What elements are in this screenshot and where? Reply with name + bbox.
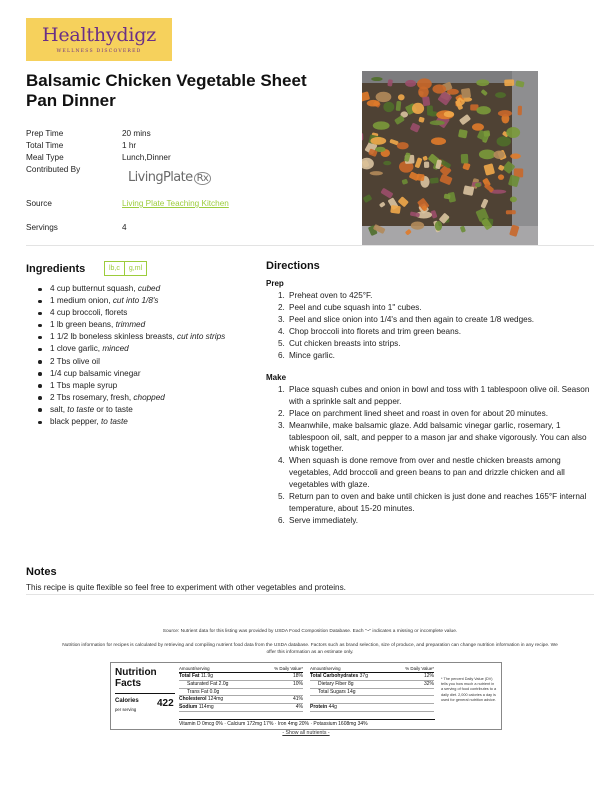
nutrient-dv: 12% [423,673,434,679]
ingredient-text: 2 Tbs rosemary, fresh, [50,392,134,402]
meta-prep-time [26,129,151,138]
ingredient-item [38,319,258,331]
ingredient-item [38,295,258,307]
daily-value-footnote: * The percent Daily Value (DV) tells you how much a nutrient in a serving of food contributes to a daily diet. 2,000 calories a day is used for general nutrition advice. [441,677,497,702]
calories-value: 422 [157,698,174,709]
direction-step [278,491,590,515]
ingredient-text: 1 medium onion, [50,296,113,306]
vegetable-piece [506,210,516,214]
source-link[interactable]: Living Plate Teaching Kitchen [122,199,229,208]
direction-step [278,326,590,338]
vegetable-piece [444,111,454,117]
vegetable-piece [412,103,424,114]
nutrient-row [179,673,303,681]
vegetable-piece [498,110,512,116]
meta-label: Contributed By [26,165,81,174]
ingredient-text: 1 1/2 lb boneless skinless breasts, [50,332,177,342]
unit-option-metric[interactable]: g,ml [124,262,146,275]
vegetable-piece [424,162,429,168]
nutrient-column-right [310,666,434,712]
daily-value-header: % Daily Value* [274,666,303,671]
ingredient-item [38,380,258,392]
vegetable-piece [461,88,471,99]
nutrient-row [310,689,434,697]
step-number: 5. [278,491,285,501]
vegetable-piece [431,137,446,145]
ingredients-heading: Ingredients [26,263,86,275]
per-serving-label: per serving [115,707,137,712]
vegetable-piece [476,79,489,86]
direction-step [278,302,590,314]
ingredient-text: 1/4 cup balsamic vinegar [50,368,141,378]
unit-option-imperial[interactable]: lb,c [109,265,120,272]
step-number: 6. [278,515,285,525]
direction-step [278,384,590,408]
nutrient-label: Saturated Fat 2.0g [187,680,229,687]
step-number: 4. [278,326,285,336]
vegetable-piece [383,102,394,112]
direction-step [278,290,590,302]
nutrient-label: Total Sugars 14g [318,688,356,695]
vegetable-piece [510,197,517,203]
contributor-logo-text: LivingPlate [128,170,193,185]
vegetable-piece [497,136,511,146]
vegetable-piece [416,174,424,182]
nutrient-dv: 32% [423,680,434,687]
directions-heading: Directions [266,260,320,272]
step-number: 2. [278,408,285,418]
vegetable-piece [430,120,445,125]
ingredient-item [38,343,258,355]
meta-meal-type [26,153,171,162]
minerals-line: Vitamin D 0mcg 0% · Calcium 172mg 17% · Iron 4mg 20% · Potassium 1608mg 34% [179,719,435,727]
ingredient-text: 4 cup broccoli, florets [50,308,128,318]
ingredient-item [38,356,258,368]
nutrient-row [179,681,303,689]
amount-header: Amount/serving [179,666,210,671]
nutrient-dv: 10% [292,680,303,687]
ingredient-note: to taste [100,417,128,427]
vegetable-piece [371,77,383,81]
recipe-photo-image [362,71,538,246]
vegetable-piece [405,80,416,87]
direction-step [278,314,590,326]
ingredient-note: minced [102,344,129,354]
step-number: 1. [278,385,285,394]
nutrient-label: Trans Fat 0.0g [187,688,220,695]
ingredient-text: 2 Tbs olive oil [50,356,100,366]
recipe-title: Balsamic Chicken Vegetable Sheet Pan Dinner [26,71,307,110]
recipe-photo [362,71,538,246]
data-source-note: Source: Nutrient data for this listing was provided by USDA Food Composition Database. Each "~" indicates a missing or incomplete value. [162,629,458,634]
vegetable-piece [376,92,392,102]
meta-label: Total Time [26,141,64,150]
ingredient-note: to taste [67,404,95,414]
vegetable-piece [411,221,424,229]
rx-icon: Rx [194,172,212,185]
step-text: Chop broccoli into florets and trim green beans. [289,326,462,336]
vegetable-piece [367,100,380,107]
site-logo[interactable] [26,18,172,61]
vegetable-piece [494,150,505,159]
vegetable-piece [479,149,496,159]
nutrient-row [310,673,434,681]
nutrient-label: Cholesterol 124mg [179,696,224,703]
ingredient-item [38,404,258,416]
ingredient-text: salt, [50,404,68,414]
step-text: Place on parchment lined sheet and roast in oven for about 20 minutes. [289,408,548,418]
nutrient-dv: 41% [292,696,303,703]
nutrient-row [179,704,303,712]
notes-text: This recipe is quite flexible so feel free to experiment with other vegetables and proteins. [26,583,346,592]
divider [26,594,594,595]
vegetable-piece [495,92,506,98]
vegetable-piece [461,154,469,164]
meta-label: Meal Type [26,153,64,162]
ingredient-note: chopped [133,392,165,402]
step-text: Meanwhile, make balsamic glaze. Add balsamic vinegar garlic, rosemary, 1 tablespoon oil, salt, and pepper to a mason jar and shake vigorously. You can also whisk together. [289,420,587,454]
meta-contributed-by [26,165,80,174]
meta-label: Servings [26,223,58,232]
divider [26,245,594,246]
vegetable-piece [472,123,484,131]
ingredient-note: cubed [137,284,161,293]
ingredient-note: trimmed [115,320,146,330]
direction-step [278,408,590,420]
meta-label: Prep Time [26,129,64,138]
vegetable-piece [504,79,514,86]
daily-value-header: % Daily Value* [405,666,434,671]
nutrient-column-left [179,666,303,712]
direction-step [278,338,590,350]
step-number: 3. [278,314,285,324]
step-text: Return pan to oven and bake until chicken is just done and reaches 165°F internal temperature, about 15-20 minutes. [289,491,587,513]
vegetable-piece [458,129,468,138]
ingredient-item [38,283,258,295]
ingredient-list [38,283,258,428]
nutrient-header [310,666,434,673]
meta-servings [26,223,127,232]
direction-step [278,455,590,490]
prep-steps [278,290,590,362]
meta-value: 20 mins [122,129,151,138]
vegetable-piece [362,133,363,141]
ingredient-item [38,392,258,404]
unit-toggle[interactable] [104,261,147,276]
step-number: 2. [278,302,285,312]
notes-heading: Notes [26,566,57,578]
nutrient-row [310,696,434,704]
vegetable-piece [510,153,521,158]
ingredient-text: 1 lb green beans, [50,320,116,330]
direction-step [278,420,590,455]
step-text: When squash is done remove from over and nestle chicken breasts among vegetables, Add broccoli and green beans to pan and drizzle chicken and all vegetables with glaze. [289,456,565,489]
ingredient-text: 1 clove garlic, [50,344,103,354]
nutrient-row [310,681,434,689]
vegetable-piece [435,221,442,231]
calories-label: Calories [115,698,139,704]
step-text: Peel and cube squash into 1" cubes. [289,302,422,312]
nutrient-dv: 4% [295,704,303,711]
amount-header: Amount/serving [310,666,341,671]
step-number: 6. [278,350,285,360]
vegetable-piece [432,84,446,93]
step-text: Place squash cubes and onion in bowl and toss with 1 tablespoon olive oil. Season with a sprinkle salt and pepper. [289,385,590,406]
nutrient-label [310,696,311,703]
nutrient-row [179,689,303,697]
prep-heading: Prep [266,279,284,288]
logo-tagline: WELLNESS DISCOVERED [56,49,142,54]
meta-label: Source [26,199,52,208]
nutrition-disclaimer: Nutrition information for recipes is calculated by retrieving and compiling nutrient food data from the USDA database. Factors such as brand selection, size of produce, and preparation can change nutrition information in any recipe. We offer this information as an estimate only. [62,643,558,655]
ingredient-tail: or to taste [94,404,133,414]
contributor-logo[interactable] [128,170,211,185]
vegetable-piece [518,106,522,116]
nutrient-row [310,704,434,712]
nutrition-title: Nutrition Facts [115,667,157,689]
ingredient-text: 4 cup butternut squash, [50,284,138,293]
nutrient-label: Sodium 114mg [179,704,214,711]
step-number: 3. [278,420,285,430]
nutrient-label: Total Fat 11.9g [179,673,213,679]
vegetable-piece [397,142,409,149]
step-text: Serve immediately. [289,515,359,525]
vegetable-piece [418,86,429,97]
ingredient-text: 1 Tbs maple syrup [50,380,118,390]
vegetable-piece [475,182,481,187]
vegetable-piece [375,147,386,152]
make-heading: Make [266,373,287,382]
vegetable-piece [383,161,391,165]
nutrient-label: Total Carbohydrates 37g [310,673,368,679]
vegetable-piece [370,171,383,175]
step-text: Preheat oven to 425°F. [289,291,373,300]
ingredient-note: cut into strips [176,332,226,342]
vegetable-piece [398,94,405,100]
ingredient-item [38,368,258,380]
vegetable-piece [430,177,439,183]
meta-value: 4 [122,223,127,232]
step-number: 4. [278,456,285,466]
ingredient-item [38,331,258,343]
nutrient-header [179,666,303,673]
nutrition-facts [110,662,502,730]
step-text: Peel and slice onion into 1/4's and then again to create 1/8 wedges. [289,314,535,324]
nutrient-label: Dietary Fiber 8g [318,680,354,687]
logo-name: Healthydigz [41,24,157,46]
direction-step [278,515,590,527]
vegetable-piece [476,106,490,114]
vegetable-piece [506,127,520,138]
ingredient-text: black pepper, [50,417,101,427]
vegetable-piece [390,205,401,214]
nutrient-label: Protein 44g [310,704,337,711]
meta-value: 1 hr [122,141,137,150]
ingredient-item [38,307,258,319]
vegetable-piece [373,121,390,129]
vegetable-piece [483,130,490,137]
vegetable-piece [498,174,504,179]
step-number: 5. [278,338,285,348]
make-steps [278,384,590,527]
vegetable-piece [370,137,386,145]
ingredient-item [38,416,258,428]
divider [115,693,175,694]
vegetable-piece [422,96,430,106]
meta-value: Lunch,Dinner [122,153,171,162]
meta-source [26,199,229,208]
step-number: 1. [278,291,285,300]
vegetable-piece [427,106,433,116]
meta-total-time [26,141,137,150]
direction-step [278,350,590,362]
nutrient-row [179,696,303,704]
step-text: Cut chicken breasts into strips. [289,338,401,348]
step-text: Mince garlic. [289,350,335,360]
nutrient-dv: 18% [292,673,303,679]
ingredient-note: cut into 1/8's [112,296,159,306]
show-all-nutrients-link[interactable]: - Show all nutrients - [282,730,330,736]
